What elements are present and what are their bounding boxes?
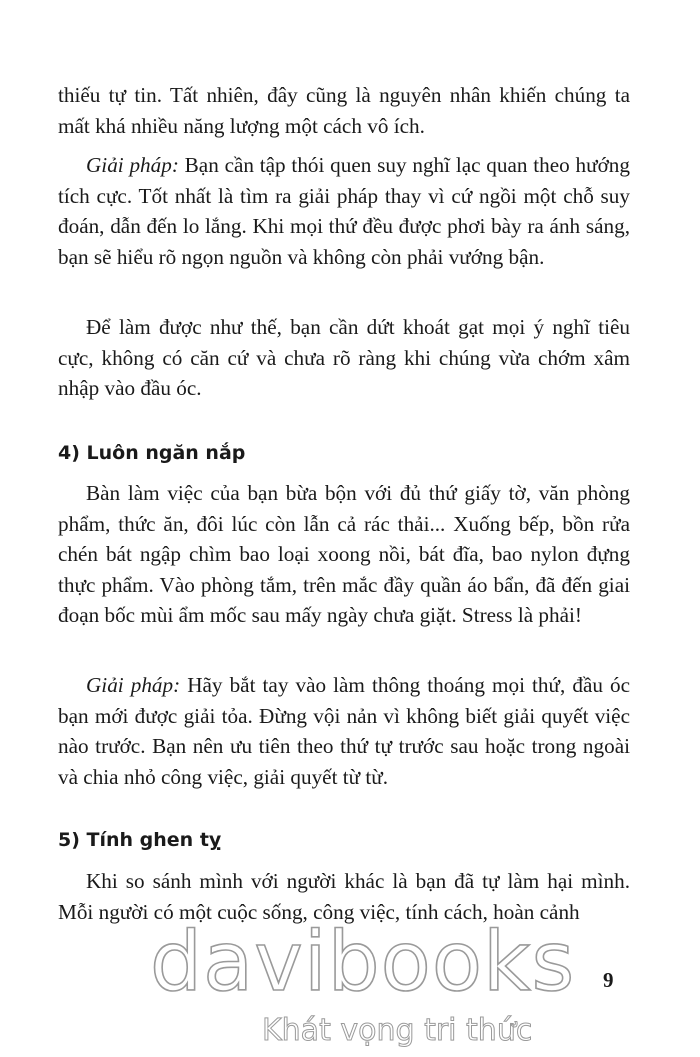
paragraph-4-text: Bàn làm việc của bạn bừa bộn với đủ thứ giấy tờ, văn phòng phẩm, thức ăn, đôi lúc còn lẫn cả rác thải... Xuống bếp, bồn rửa chén bát ngập chìm bao loại xoong nồi, bát đĩa, bao nylon đựng thực phẩm. Vào phòng tắm, trên mắc đầy quần áo bẩn, đã đến giai đoạn bốc mùi ẩm mốc sau mấy ngày chưa giặt. Stress là phải! xyxy=(58,481,630,627)
page-number: 9 xyxy=(603,968,614,992)
paragraph-1 xyxy=(58,80,630,141)
watermark-logo xyxy=(150,918,580,1050)
paragraph-5 xyxy=(58,670,630,792)
paragraph-2-text: Bạn cần tập thói quen suy nghĩ lạc quan theo hướng tích cực. Tốt nhất là tìm ra giải pháp thay vì cứ ngồi một chỗ suy đoán, dẫn đến lo lắng. Khi mọi thứ đều được phơi bày ra ánh sáng, bạn sẽ hiểu rõ ngọn nguồn và không còn phải vướng bận. xyxy=(58,153,630,269)
paragraph-6 xyxy=(58,866,630,927)
paragraph-3 xyxy=(58,312,630,404)
paragraph-4 xyxy=(58,478,630,631)
solution-label-2: Giải pháp: xyxy=(86,673,181,697)
davibooks-watermark xyxy=(150,918,580,1050)
watermark-brand: davibooks xyxy=(150,918,576,1010)
watermark-tagline: Khát vọng tri thức xyxy=(262,1013,533,1048)
paragraph-5-text: Hãy bắt tay vào làm thông thoáng mọi thứ, đầu óc bạn mới được giải tỏa. Đừng vội nản vì không biết giải quyết việc nào trước. Bạn nên ưu tiên theo thứ tự trước sau hoặc trong ngoài và chia nhỏ công việc, giải quyết từ từ. xyxy=(58,673,630,789)
paragraph-6-text: Khi so sánh mình với người khác là bạn đã tự làm hại mình. Mỗi người có một cuộc sống, công việc, tính cách, hoàn cảnh xyxy=(58,869,630,924)
section-heading-4: 4) Luôn ngăn nắp xyxy=(58,442,246,464)
paragraph-2 xyxy=(58,150,630,272)
solution-label-1: Giải pháp: xyxy=(86,153,179,177)
section-heading-5: 5) Tính ghen tỵ xyxy=(58,829,222,851)
paragraph-1-text: thiếu tự tin. Tất nhiên, đây cũng là nguyên nhân khiến chúng ta mất khá nhiều năng lượng một cách vô ích. xyxy=(58,83,630,138)
paragraph-3-text: Để làm được như thế, bạn cần dứt khoát gạt mọi ý nghĩ tiêu cực, không có căn cứ và chưa rõ ràng khi chúng vừa chớm xâm nhập vào đầu óc. xyxy=(58,315,630,400)
